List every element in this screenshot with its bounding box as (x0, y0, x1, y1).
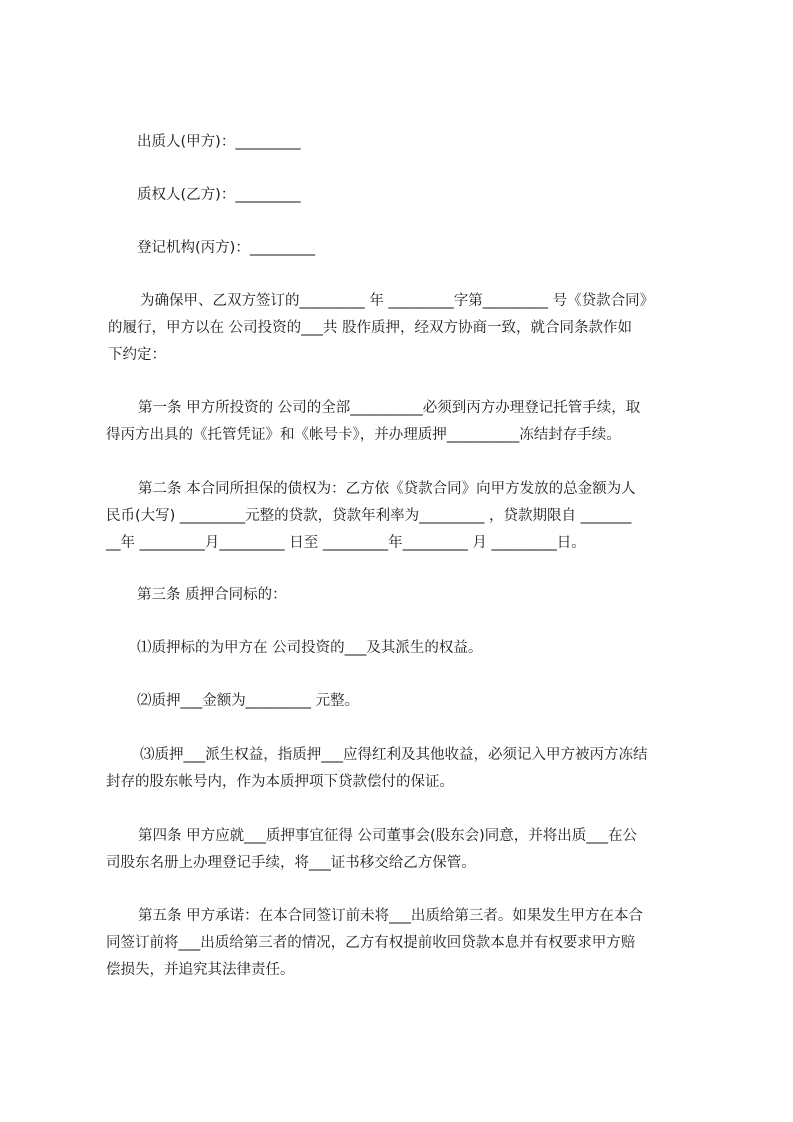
article3-heading: 第三条 质押合同标的： (137, 587, 287, 603)
pledgor-line: 出质人(甲方)：_________ (137, 134, 301, 150)
article5-line: 偿损失，并追究其法律责任。 (106, 962, 295, 978)
article2-line: 民币(大写) _________元整的贷款，贷款年利率为_________ ，贷款期限自 _______ (106, 508, 632, 524)
preamble-line: 下约定： (108, 347, 166, 363)
article5-line: 同签订前将___出质给第三者的情况，乙方有权提前收回贷款本息并有权要求甲方赔 (106, 935, 636, 951)
article3-item3-line: 封存的股东帐号内，作为本质押项下贷款偿付的保证。 (106, 774, 454, 790)
article4-line: 司股东名册上办理登记手续，将___证书移交给乙方保管。 (106, 855, 476, 871)
registrar-line: 登记机构(丙方)：_________ (137, 240, 316, 256)
article2-line: 第二条 本合同所担保的债权为：乙方依《贷款合同》向甲方发放的总金额为人 (138, 481, 636, 497)
article1-line: 得丙方出具的《托管凭证》和《帐号卡》，并办理质押__________冻结封存手续。 (106, 427, 621, 443)
article3-item1: ⑴质押标的为甲方在 公司投资的___及其派生的权益。 (137, 640, 483, 656)
preamble-line: 为确保甲、乙双方签订的_________ 年 _________字第_________ 号《贷款合同》 (140, 293, 655, 309)
article3-item2: ⑵质押___金额为_________ 元整。 (137, 693, 360, 709)
article1-line: 第一条 甲方所投资的 公司的全部__________必须到丙方办理登记托管手续，取 (138, 400, 641, 416)
preamble-line: 的履行，甲方以在 公司投资的___共 股作质押，经双方协商一致，就合同条款作如 (108, 320, 632, 336)
article2-line: __年 _________月_________ 日至 _________年_________ 月 _________日。 (106, 535, 586, 551)
article3-item3-line: ⑶质押___派生权益，指质押___应得红利及其他收益，必须记入甲方被丙方冻结 (140, 747, 648, 763)
article5-line: 第五条 甲方承诺：在本合同签订前未将___出质给第三者。如果发生甲方在本合 (138, 908, 643, 924)
pledgee-line: 质权人(乙方)：_________ (137, 187, 301, 203)
article4-line: 第四条 甲方应就___质押事宜征得 公司董事会(股东会)同意，并将出质___在公 (138, 828, 638, 844)
